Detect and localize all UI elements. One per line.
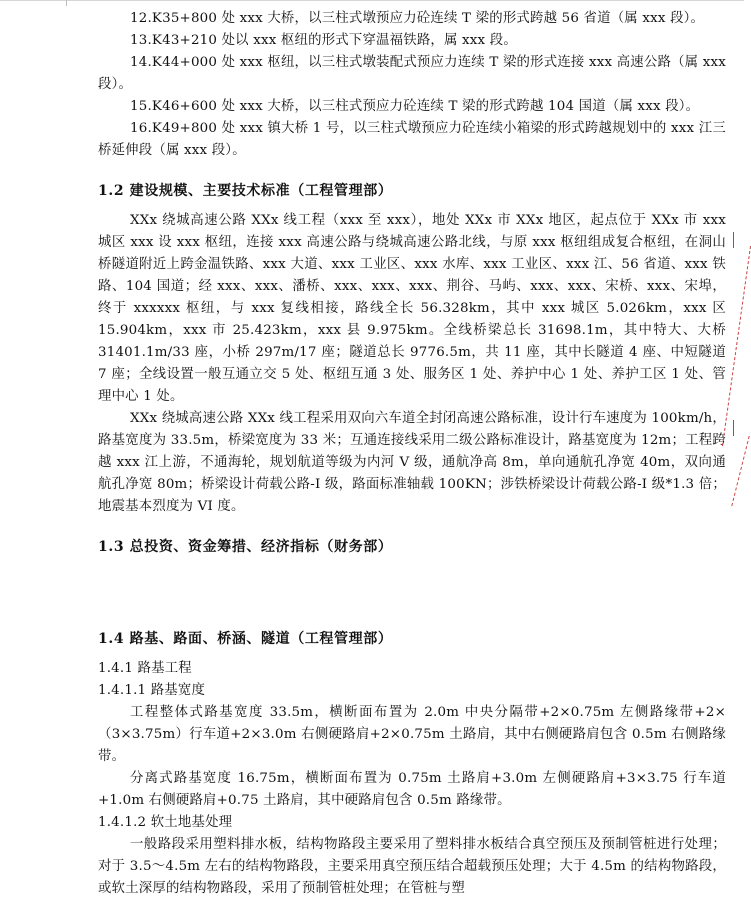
heading-1-4-1-2: 1.4.1.2 软土地基处理 xyxy=(98,815,233,830)
heading-1-2: 1.2 建设规模、主要技术标准（工程管理部） xyxy=(98,183,393,199)
empty-section-space xyxy=(98,566,726,610)
list-item-13: 13.K43+210 处以 xxx 枢纽的形式下穿温福铁路，属 xxx 段。 xyxy=(130,33,517,48)
roadbed-width-paragraph-1: 工程整体式路基宽度 33.5m，横断面布置为 2.0m 中央分隔带+2×0.75m 左侧路缘带+2×（3×3.75m）行车道+2×3.0m 右侧硬路肩+2×0.75m 土路肩，其中右侧硬路肩包含 0.5m 右侧路缘带。 xyxy=(98,705,726,764)
section-1-2-paragraph-2: XXx 绕城高速公路 XXx 线工程采用双向六车道全封闭高速公路标准，设计行车速度为 100km/h，路基宽度为 33.5m，桥梁宽度为 33 米；互通连接线采用二级公路标准设计，路基宽度为 12m；工程跨越 xxx 江上游，不通海轮，规划航道等级为内河 V 级，通航净高 8m，单向通航孔净宽 40m，双向通航孔净宽 80m；桥梁设计荷载公路-I 级，路面标准轴载 100KN；涉铁桥梁设计荷载公路-I 级*1.3 倍；地震基本烈度为 VI 度。 xyxy=(98,411,726,514)
page-top-rule xyxy=(0,0,744,1)
soft-soil-paragraph-1: 一般路段采用塑料排水板，结构物路段主要采用了塑料排水板结合真空预压及预制管桩进行处理；对于 3.5～4.5m 左右的结构物路段，主要采用真空预压结合超载预压处理；大于 4.5m 的结构物路段，或软土深厚的结构物路段，采用了预制管桩处理；在管桩与塑 xyxy=(98,837,726,896)
heading-1-4-1: 1.4.1 路基工程 xyxy=(98,661,192,676)
heading-1-3: 1.3 总投资、资金筹措、经济指标（财务部） xyxy=(98,539,393,555)
list-item-16: 16.K49+800 处 xxx 镇大桥 1 号，以三柱式墩预应力砼连续小箱梁的形式跨越规划中的 xxx 江三桥延伸段（属 xxx 段）。 xyxy=(98,121,726,158)
revision-change-bar xyxy=(733,420,734,436)
comment-connector-line xyxy=(722,246,751,446)
section-1-2-paragraph-1: XXx 绕城高速公路 XXx 线工程（xxx 至 xxx），地处 XXx 市 XXx 地区，起点位于 XXx 市 xxx 城区 xxx 设 xxx 枢纽，连接 xxx 高速公路与绕城高速公路北线，与原 xxx 枢纽组成复合枢纽，在洞山桥隧道附近上跨金温铁路、xxx 大道、xxx 工业区、xxx 水库、xxx 工业区、xxx 江、56 省道、xxx 铁路、104 国道；经 xxx、xxx、潘桥、xxx、xxx、xxx、荆谷、马屿、xxx、xxx、宋桥、xxx、宋埠，终于 xxxxxx 枢纽，与 xxx 复线相接，路线全长 56.328km，其中 xxx 城区 5.026km，xxx 区 15.904km，xxx 市 25.423km，xxx 县 9.975km。全线桥梁总长 31698.1m，其中特大、大桥 31401.1m/33 座，小桥 297m/17 座；隧道总长 9776.5m，共 11 座，其中长隧道 4 座、中短隧道 7 座；全线设置一般互通立交 5 处、枢纽互通 3 处、服务区 1 处、养护中心 1 处、养护工区 1 处、管理中心 1 处。 xyxy=(98,213,726,404)
roadbed-width-paragraph-2: 分离式路基宽度 16.75m，横断面布置为 0.75m 土路肩+3.0m 左侧硬路肩+3×3.75 行车道+1.0m 右侧硬路肩+0.75 土路肩，其中硬路肩包含 0.5m 路缘带。 xyxy=(98,771,726,808)
list-item-15: 15.K46+600 处 xxx 大桥，以三柱式预应力砼连续 T 梁的形式跨越 104 国道（属 xxx 段）。 xyxy=(130,99,700,114)
document-body[interactable] xyxy=(98,8,726,900)
list-item-12: 12.K35+800 处 xxx 大桥，以三柱式墩预应力砼连续 T 梁的形式跨越 56 省道（属 xxx 段）。 xyxy=(130,11,705,26)
revision-change-bar xyxy=(733,232,734,248)
page-corner-mark xyxy=(66,0,79,6)
comment-connector-line xyxy=(731,436,749,506)
heading-1-4: 1.4 路基、路面、桥涵、隧道（工程管理部） xyxy=(98,631,393,647)
list-item-14: 14.K44+000 处 xxx 枢纽，以三柱式墩装配式预应力连续 T 梁的形式连接 xxx 高速公路（属 xxx 段）。 xyxy=(98,55,726,92)
heading-1-4-1-1: 1.4.1.1 路基宽度 xyxy=(98,683,206,698)
